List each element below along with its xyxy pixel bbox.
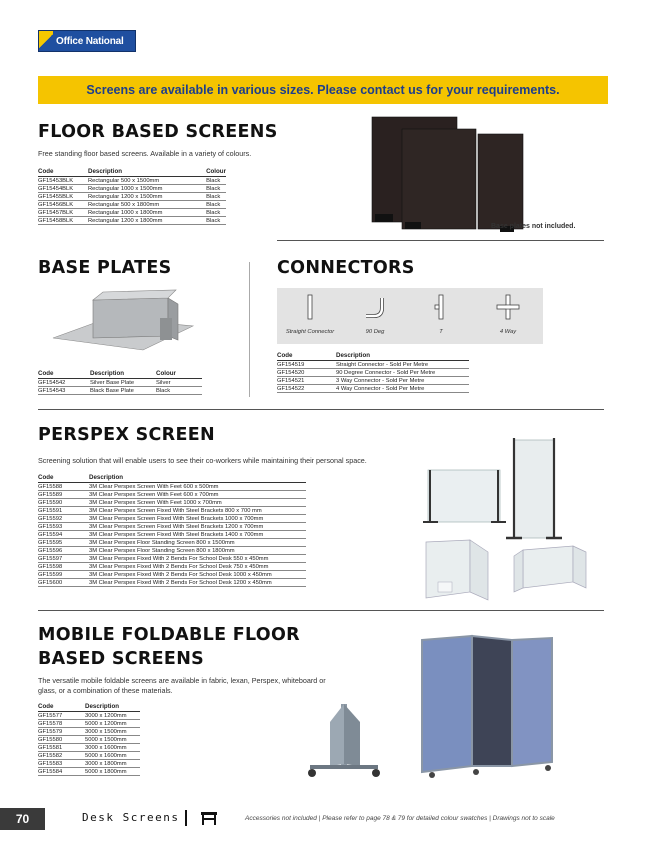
column-header: Code (38, 474, 89, 483)
table-cell: GF15583 (38, 760, 85, 768)
mobile-screens-title-line1: MOBILE FOLDABLE FLOOR (38, 625, 300, 645)
floor-screens-table (38, 168, 226, 225)
section-divider (38, 610, 604, 611)
table-row (38, 563, 306, 571)
table-row (38, 499, 306, 507)
table-row (38, 571, 306, 579)
table-cell: 3000 x 1800mm (85, 760, 140, 768)
table-row (38, 483, 306, 491)
table-cell: Silver Base Plate (90, 379, 156, 387)
table-row (38, 744, 140, 752)
table-row (38, 523, 306, 531)
connector-90-deg (350, 294, 400, 336)
t-connector-icon (428, 294, 454, 320)
column-header: Description (88, 168, 206, 177)
table-row (38, 712, 140, 720)
table-cell: 5000 x 1600mm (85, 752, 140, 760)
table-cell: GF15600 (38, 579, 89, 587)
table-cell: 3M Clear Perspex Screen Fixed With Steel Brackets 1000 x 700mm (89, 515, 306, 523)
table-cell: Black Base Plate (90, 387, 156, 395)
connector-label: 4 Way (499, 329, 517, 335)
perspex-screen-description: Screening solution that will enable users to see their co-workers while maintaining their personal space. (38, 456, 367, 465)
table-cell: GF15594 (38, 531, 89, 539)
table-header-row (277, 352, 469, 361)
table-cell: GF154542 (38, 379, 90, 387)
table-cell: Rectangular 1200 x 1800mm (88, 217, 206, 225)
floor-screens-image (365, 114, 525, 234)
table-row (277, 385, 469, 393)
table-cell: 3M Clear Perspex Screen Fixed With Steel Brackets 800 x 700 mm (89, 507, 306, 515)
table-cell: 5000 x 1200mm (85, 720, 140, 728)
table-row (38, 217, 226, 225)
table-cell: GF15455BLK (38, 193, 88, 201)
table-row (38, 507, 306, 515)
table-cell: 90 Degree Connector - Sold Per Metre (336, 369, 469, 377)
table-cell: GF15599 (38, 571, 89, 579)
desk-icon (200, 810, 218, 826)
4-way-connector-icon (495, 294, 521, 320)
footer-note: Accessories not included | Please refer to page 78 & 79 for detailed colour swatches | Drawings not to scale (245, 815, 555, 822)
90-degree-connector-icon (362, 294, 388, 320)
table-cell: 5000 x 1500mm (85, 736, 140, 744)
perspex-screen-title: PERSPEX SCREEN (38, 425, 215, 445)
table-cell: GF15584 (38, 768, 85, 776)
table-cell: GF15579 (38, 728, 85, 736)
table-cell: GF15453BLK (38, 177, 88, 185)
table-cell: 3M Clear Perspex Fixed With 2 Bends For School Desk 750 x 450mm (89, 563, 306, 571)
table-cell: GF15593 (38, 523, 89, 531)
column-divider (249, 262, 250, 397)
table-row (38, 736, 140, 744)
straight-connector-icon (304, 294, 316, 320)
connectors-title: CONNECTORS (277, 258, 415, 278)
table-row (38, 752, 140, 760)
table-row (38, 579, 306, 587)
table-row (277, 369, 469, 377)
table-cell: GF15590 (38, 499, 89, 507)
mobile-screens-description-line2: glass, or a combination of these materials. (38, 686, 173, 695)
mobile-screens-title-line2: BASED SCREENS (38, 649, 205, 669)
footer-divider (185, 810, 187, 826)
table-row (38, 177, 226, 185)
table-row (38, 531, 306, 539)
table-cell: Black (206, 185, 226, 193)
mobile-screens-table (38, 703, 140, 776)
column-header: Description (89, 474, 306, 483)
table-cell: Rectangular 500 x 1800mm (88, 201, 206, 209)
perspex-screen-table (38, 474, 306, 587)
section-divider (38, 409, 604, 410)
table-header-row (38, 474, 306, 483)
connector-label: 90 Deg (365, 329, 385, 335)
connector-label: Straight Connector (285, 329, 335, 335)
table-cell: 3000 x 1200mm (85, 712, 140, 720)
table-cell: Black (206, 201, 226, 209)
table-row (277, 361, 469, 369)
table-cell: 3000 x 1500mm (85, 728, 140, 736)
connector-label: T (439, 329, 443, 335)
table-row (38, 193, 226, 201)
table-header-row (38, 703, 140, 712)
connector-t (416, 294, 466, 336)
table-row (277, 377, 469, 385)
base-plates-table (38, 370, 202, 395)
base-plate-image (48, 288, 198, 358)
column-header: Code (38, 168, 88, 177)
perspex-screens-image (418, 432, 608, 607)
table-cell: GF15454BLK (38, 185, 88, 193)
column-header: Code (38, 703, 85, 712)
table-cell: Black (206, 177, 226, 185)
mobile-foldable-screen-image (418, 632, 558, 780)
table-cell: GF15595 (38, 539, 89, 547)
table-cell: Black (156, 387, 202, 395)
table-cell: 3 Way Connector - Sold Per Metre (336, 377, 469, 385)
table-row (38, 539, 306, 547)
table-row (38, 491, 306, 499)
table-cell: GF15580 (38, 736, 85, 744)
table-cell: Rectangular 1000 x 1500mm (88, 185, 206, 193)
table-cell: 3M Clear Perspex Screen Fixed With Steel Brackets 1400 x 700mm (89, 531, 306, 539)
table-cell: GF154520 (277, 369, 336, 377)
table-cell: 3M Clear Perspex Fixed With 2 Bends For School Desk 550 x 450mm (89, 555, 306, 563)
table-cell: Rectangular 1000 x 1800mm (88, 209, 206, 217)
column-header: Code (277, 352, 336, 361)
table-cell: Straight Connector - Sold Per Metre (336, 361, 469, 369)
column-header: Code (38, 370, 90, 379)
page-number: 70 (0, 808, 45, 830)
floor-screens-description: Free standing floor based screens. Available in a variety of colours. (38, 149, 252, 158)
table-row (38, 768, 140, 776)
table-row (38, 209, 226, 217)
table-cell: GF15589 (38, 491, 89, 499)
table-cell: 3M Clear Perspex Screen With Feet 1000 x 700mm (89, 499, 306, 507)
table-cell: GF15596 (38, 547, 89, 555)
table-cell: 3M Clear Perspex Fixed With 2 Bends For School Desk 1000 x 450mm (89, 571, 306, 579)
table-header-row (38, 370, 202, 379)
column-header: Colour (206, 168, 226, 175)
table-row (38, 555, 306, 563)
column-header: Description (85, 703, 140, 712)
table-cell: GF154522 (277, 385, 336, 393)
mobile-screen-frame-image (300, 632, 390, 782)
table-row (38, 720, 140, 728)
table-row (38, 547, 306, 555)
table-cell: GF15457BLK (38, 209, 88, 217)
table-cell: GF15591 (38, 507, 89, 515)
table-cell: GF154521 (277, 377, 336, 385)
table-row (38, 760, 140, 768)
table-cell: 5000 x 1800mm (85, 768, 140, 776)
section-divider (277, 240, 604, 241)
office-national-logo (38, 30, 136, 52)
table-row (38, 185, 226, 193)
base-plates-title: BASE PLATES (38, 258, 172, 278)
connectors-table (277, 352, 469, 393)
availability-banner (38, 76, 608, 104)
table-cell: GF15588 (38, 483, 89, 491)
table-cell: GF15581 (38, 744, 85, 752)
table-cell: GF15582 (38, 752, 85, 760)
floor-screens-title: FLOOR BASED SCREENS (38, 122, 278, 142)
table-cell: Rectangular 1200 x 1500mm (88, 193, 206, 201)
table-cell: GF154519 (277, 361, 336, 369)
table-cell: GF15598 (38, 563, 89, 571)
table-cell: 3M Clear Perspex Floor Standing Screen 800 x 1800mm (89, 547, 306, 555)
table-cell: 3M Clear Perspex Screen Fixed With Steel Brackets 1200 x 700mm (89, 523, 306, 531)
connector-4-way (483, 294, 533, 336)
column-header: Colour (156, 370, 202, 379)
table-cell: 4 Way Connector - Sold Per Metre (336, 385, 469, 393)
logo-text: Office National (56, 35, 124, 47)
table-header-row (38, 168, 226, 177)
table-cell: Silver (156, 379, 202, 387)
table-cell: GF15578 (38, 720, 85, 728)
footer-section-title: Desk Screens (82, 811, 180, 824)
connector-straight (285, 294, 335, 336)
column-header: Description (336, 352, 469, 361)
table-cell: 3000 x 1600mm (85, 744, 140, 752)
table-cell: Black (206, 217, 226, 225)
table-cell: Black (206, 209, 226, 217)
table-cell: GF15597 (38, 555, 89, 563)
table-cell: Rectangular 500 x 1500mm (88, 177, 206, 185)
column-header: Description (90, 370, 156, 379)
connectors-diagram (277, 288, 543, 344)
table-row (38, 379, 202, 387)
mobile-screens-description-line1: The versatile mobile foldable screens are available in fabric, lexan, Perspex, whiteboard or (38, 676, 326, 685)
banner-text: Screens are available in various sizes. Please contact us for your requirements. (86, 83, 560, 97)
table-row (38, 728, 140, 736)
table-cell: GF15592 (38, 515, 89, 523)
table-cell: 3M Clear Perspex Fixed With 2 Bends For School Desk 1200 x 450mm (89, 579, 306, 587)
table-cell: 3M Clear Perspex Screen With Feet 600 x 500mm (89, 483, 306, 491)
table-cell: GF15458BLK (38, 217, 88, 225)
floor-screens-caption: Base plates not included. (491, 223, 576, 230)
table-row (38, 387, 202, 395)
table-cell: Black (206, 193, 226, 201)
table-row (38, 515, 306, 523)
table-cell: 3M Clear Perspex Screen With Feet 600 x 700mm (89, 491, 306, 499)
logo-flag-icon (39, 31, 53, 51)
table-cell: GF15577 (38, 712, 85, 720)
table-row (38, 201, 226, 209)
table-cell: GF15456BLK (38, 201, 88, 209)
table-cell: GF154543 (38, 387, 90, 395)
table-cell: 3M Clear Perspex Floor Standing Screen 800 x 1500mm (89, 539, 306, 547)
